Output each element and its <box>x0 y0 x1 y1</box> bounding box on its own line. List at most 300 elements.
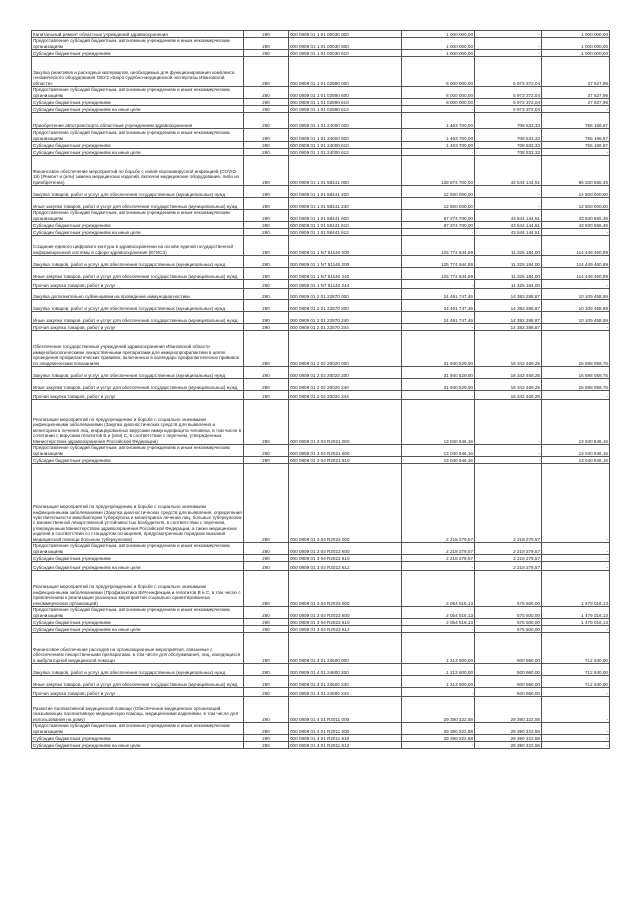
row-executed-amount-cell: - <box>475 31 542 38</box>
row-name-cell: Обеспечение государственных учреждений здравоохранения Ивановской области иммунобиологическими лекарственными препаратами для иммунопрофилактики в целях проведения профилактических прививок, включенных в календарь профилактических прививок по эпидемическим показаниям <box>32 331 244 367</box>
table-row <box>32 222 610 229</box>
table-row <box>32 735 610 742</box>
table-row <box>32 367 610 379</box>
row-name-cell: Субсидии бюджетным учреждениям <box>32 457 244 464</box>
row-approved-amount-cell: 2 218 279,57 <box>402 543 475 555</box>
row-approved-amount-cell: 6 000 000,00 <box>402 57 475 87</box>
row-classification-code-cell: 000 0909 01 3 04 R2023 610 <box>289 619 402 626</box>
row-executed-amount-cell: 14 382 288,87 <box>475 324 542 331</box>
row-executed-amount-cell: 14 382 288,87 <box>475 300 542 312</box>
row-approved-amount-cell: 87 374 700,00 <box>402 222 475 229</box>
row-classification-code-cell: 000 0909 01 1 N7 51140 240 <box>289 268 402 280</box>
row-classification-code-cell: 000 0909 01 4 01 R2011 610 <box>289 735 402 742</box>
row-approved-amount-cell: 24 491 747,46 <box>402 300 475 312</box>
row-remaining-amount-cell: 1 000 000,00 <box>542 38 610 50</box>
row-approved-amount-cell: 31 940 529,00 <box>402 367 475 379</box>
table-row <box>32 400 610 445</box>
row-remaining-amount-cell: 114 449 460,89 <box>542 256 610 268</box>
table-row <box>32 619 610 626</box>
row-admin-code-cell: 290 <box>244 331 289 367</box>
row-admin-code-cell: 290 <box>244 186 289 198</box>
row-classification-code-cell: 000 0909 01 1 01 58441 240 <box>289 198 402 210</box>
row-admin-code-cell: 290 <box>244 445 289 457</box>
row-executed-amount-cell: - <box>475 50 542 57</box>
row-approved-amount-cell: 29 390 322,58 <box>402 735 475 742</box>
row-remaining-amount-cell: - <box>542 697 610 723</box>
row-remaining-amount-cell: 114 449 460,89 <box>542 236 610 256</box>
row-admin-code-cell: 290 <box>244 87 289 99</box>
row-remaining-amount-cell: - <box>542 106 610 113</box>
row-executed-amount-cell: - <box>475 186 542 198</box>
table-row <box>32 331 610 367</box>
row-approved-amount-cell: 87 374 700,00 <box>402 210 475 222</box>
row-approved-amount-cell: - <box>402 742 475 749</box>
table-row <box>32 543 610 555</box>
row-executed-amount-cell: 5 972 372,04 <box>475 99 542 106</box>
row-approved-amount-cell: 24 491 747,46 <box>402 312 475 324</box>
row-executed-amount-cell: 708 533,33 <box>475 142 542 149</box>
row-approved-amount-cell: 31 940 529,00 <box>402 331 475 367</box>
row-remaining-amount-cell: 27 627,96 <box>542 99 610 106</box>
row-name-cell: Приобретение автотранспорта областным учреждениям здравоохранения <box>32 113 244 129</box>
row-name-cell: Предоставление субсидий бюджетным, автономным учреждениям и иным некоммерческим организациям <box>32 607 244 619</box>
row-admin-code-cell: 290 <box>244 571 289 607</box>
row-executed-amount-cell: 11 325 184,00 <box>475 236 542 256</box>
row-name-cell: Предоставление субсидий бюджетным, автономным учреждениям и иным некоммерческим организациям <box>32 543 244 555</box>
row-approved-amount-cell: - <box>402 106 475 113</box>
row-classification-code-cell: 000 0909 01 1 01 02890 612 <box>289 106 402 113</box>
row-name-cell: Реализация мероприятий по предупреждению и борьбе с социально значимыми инфекционными заболеваниями (Закупка диагностических средств для выявления и мониторинга лечения лиц, инфицированных вирусами иммунодефицита человека, в том числе в сочетании с вирусами гепатитов В и (или) С, в соответствии с перечнем, утвержденным Министерством здравоохранения Российской Федерации) <box>32 400 244 445</box>
row-admin-code-cell: 290 <box>244 99 289 106</box>
row-name-cell: Развитие паллиативной медицинской помощи (Обеспечение медицинских организаций, оказывающих паллиативную медицинскую помощь, медицинскими изделиями, в том числе для использования на дому) <box>32 697 244 723</box>
row-classification-code-cell: 000 0909 01 1 01 02890 000 <box>289 57 402 87</box>
table-row <box>32 289 610 300</box>
row-admin-code-cell: 290 <box>244 50 289 57</box>
row-approved-amount-cell: - <box>402 626 475 633</box>
row-executed-amount-cell: 708 533,33 <box>475 129 542 142</box>
row-executed-amount-cell: 2 218 279,57 <box>475 543 542 555</box>
row-admin-code-cell: 290 <box>244 676 289 688</box>
row-admin-code-cell: 290 <box>244 664 289 676</box>
table-row <box>32 57 610 87</box>
row-approved-amount-cell: 12 500 000,00 <box>402 186 475 198</box>
row-executed-amount-cell: 575 500,00 <box>475 607 542 619</box>
row-name-cell: Закупка товаров, работ и услуг для обеспечения государственных (муниципальных) нужд <box>32 300 244 312</box>
row-admin-code-cell: 290 <box>244 198 289 210</box>
row-remaining-amount-cell: 13 040 646,16 <box>542 457 610 464</box>
row-remaining-amount-cell: 1 000 000,00 <box>542 50 610 57</box>
row-admin-code-cell: 290 <box>244 156 289 186</box>
row-remaining-amount-cell: 755 166,67 <box>542 113 610 129</box>
table-row <box>32 236 610 256</box>
row-name-cell: Закупка товаров, работ и услуг для обеспечения государственных (муниципальных) нужд <box>32 367 244 379</box>
row-executed-amount-cell: 16 342 469,25 <box>475 367 542 379</box>
row-approved-amount-cell: 12 500 000,00 <box>402 198 475 210</box>
row-classification-code-cell: 000 0909 01 3 04 R2021 600 <box>289 445 402 457</box>
row-name-cell: Предоставление субсидий бюджетным, автономным учреждениям и иным некоммерческим организациям <box>32 210 244 222</box>
row-classification-code-cell: 000 0909 01 3 04 R2023 600 <box>289 607 402 619</box>
row-executed-amount-cell: 29 390 322,58 <box>475 742 542 749</box>
row-executed-amount-cell: 708 533,33 <box>475 149 542 156</box>
row-executed-amount-cell: 500 960,00 <box>475 664 542 676</box>
row-remaining-amount-cell: 15 598 059,75 <box>542 331 610 367</box>
row-remaining-amount-cell: 712 640,00 <box>542 633 610 664</box>
row-name-cell: Субсидии бюджетным учреждениям <box>32 619 244 626</box>
row-classification-code-cell: 000 0909 01 1 01 58441 610 <box>289 222 402 229</box>
row-approved-amount-cell: 31 940 529,00 <box>402 379 475 391</box>
row-remaining-amount-cell: 712 640,00 <box>542 664 610 676</box>
row-executed-amount-cell: 43 544 144,51 <box>475 222 542 229</box>
row-admin-code-cell: 290 <box>244 742 289 749</box>
row-approved-amount-cell: - <box>402 229 475 236</box>
row-remaining-amount-cell: 13 040 646,16 <box>542 400 610 445</box>
row-remaining-amount-cell: 96 330 555,49 <box>542 156 610 186</box>
row-approved-amount-cell: 125 774 644,89 <box>402 268 475 280</box>
row-classification-code-cell: 000 0909 01 1 N7 51140 244 <box>289 280 402 289</box>
row-remaining-amount-cell: 27 627,96 <box>542 57 610 87</box>
row-admin-code-cell: 290 <box>244 106 289 113</box>
row-classification-code-cell: 000 0909 01 1 01 24000 610 <box>289 142 402 149</box>
row-classification-code-cell: 000 0909 01 4 01 24600 200 <box>289 664 402 676</box>
table-row <box>32 723 610 735</box>
row-approved-amount-cell: 1 000 000,00 <box>402 31 475 38</box>
row-approved-amount-cell: 2 054 516,13 <box>402 619 475 626</box>
row-classification-code-cell: 000 0909 01 3 04 R2023 000 <box>289 571 402 607</box>
row-remaining-amount-cell: - <box>542 149 610 156</box>
row-name-cell: Субсидии бюджетным учреждениям <box>32 50 244 57</box>
row-executed-amount-cell: 16 342 469,25 <box>475 379 542 391</box>
row-classification-code-cell: 000 0909 01 1 N7 51140 000 <box>289 236 402 256</box>
row-admin-code-cell: 290 <box>244 619 289 626</box>
row-name-cell: Иные закупки товаров, работ и услуг для обеспечения государственных (муниципальных) нужд <box>32 312 244 324</box>
row-name-cell: Прочая закупка товаров, работ и услуг <box>32 391 244 400</box>
row-executed-amount-cell: - <box>475 457 542 464</box>
row-name-cell: Субсидии бюджетным учреждениям <box>32 99 244 106</box>
row-approved-amount-cell: 1 213 600,00 <box>402 664 475 676</box>
row-remaining-amount-cell: 43 830 555,49 <box>542 210 610 222</box>
row-name-cell: Предоставление субсидий бюджетным, автономным учреждениям и иным некоммерческим организациям <box>32 129 244 142</box>
row-admin-code-cell: 290 <box>244 379 289 391</box>
table-row <box>32 555 610 562</box>
table-row <box>32 742 610 749</box>
row-approved-amount-cell: 29 390 322,58 <box>402 723 475 735</box>
table-row <box>32 99 610 106</box>
row-admin-code-cell: 290 <box>244 57 289 87</box>
row-admin-code-cell: 290 <box>244 222 289 229</box>
row-name-cell: Субсидии бюджетным учреждениям на иные цели <box>32 562 244 571</box>
row-remaining-amount-cell: 10 109 458,59 <box>542 300 610 312</box>
row-admin-code-cell: 290 <box>244 236 289 256</box>
row-admin-code-cell: 290 <box>244 268 289 280</box>
table-row <box>32 87 610 99</box>
row-remaining-amount-cell: - <box>542 688 610 697</box>
row-approved-amount-cell: 13 040 646,16 <box>402 400 475 445</box>
row-remaining-amount-cell: - <box>542 555 610 562</box>
row-approved-amount-cell: - <box>402 149 475 156</box>
table-row <box>32 633 610 664</box>
row-admin-code-cell: 290 <box>244 280 289 289</box>
row-classification-code-cell: 000 0909 01 2 01 22870 244 <box>289 324 402 331</box>
row-admin-code-cell: 290 <box>244 38 289 50</box>
row-approved-amount-cell: 1 463 700,00 <box>402 142 475 149</box>
row-classification-code-cell: 000 0909 01 4 01 R2011 000 <box>289 697 402 723</box>
row-name-cell: Финансовое обеспечение мероприятий по борьбе с новой коронавирусной инфекцией (COVID-19) (Ремонт и (или) замена медицинских изделий, включая медицинские оборудование, либо их приобретение) <box>32 156 244 186</box>
table-row <box>32 562 610 571</box>
row-remaining-amount-cell: 43 830 555,49 <box>542 222 610 229</box>
row-executed-amount-cell: 575 500,00 <box>475 571 542 607</box>
row-remaining-amount-cell: 10 109 458,59 <box>542 312 610 324</box>
row-classification-code-cell: 000 0909 01 3 04 R2022 000 <box>289 464 402 543</box>
row-admin-code-cell: 290 <box>244 312 289 324</box>
table-row <box>32 300 610 312</box>
row-approved-amount-cell: 1 213 600,00 <box>402 676 475 688</box>
row-executed-amount-cell: 500 960,00 <box>475 676 542 688</box>
row-name-cell: Прочая закупка товаров, работ и услуг <box>32 324 244 331</box>
table-row <box>32 379 610 391</box>
row-remaining-amount-cell: - <box>542 626 610 633</box>
row-name-cell: Субсидии бюджетным учреждениям <box>32 142 244 149</box>
row-remaining-amount-cell: - <box>542 742 610 749</box>
row-executed-amount-cell: 11 325 184,00 <box>475 268 542 280</box>
row-remaining-amount-cell: 1 479 016,13 <box>542 571 610 607</box>
row-remaining-amount-cell: - <box>542 562 610 571</box>
table-row <box>32 607 610 619</box>
row-name-cell: Капитальный ремонт областных учреждений здравоохранения <box>32 31 244 38</box>
row-remaining-amount-cell: 15 598 059,75 <box>542 367 610 379</box>
table-row <box>32 106 610 113</box>
row-executed-amount-cell: 14 382 288,87 <box>475 312 542 324</box>
row-admin-code-cell: 290 <box>244 464 289 543</box>
table-row <box>32 688 610 697</box>
row-admin-code-cell: 290 <box>244 142 289 149</box>
row-approved-amount-cell: - <box>402 280 475 289</box>
row-approved-amount-cell: 1 463 700,00 <box>402 113 475 129</box>
row-remaining-amount-cell: 712 640,00 <box>542 676 610 688</box>
row-admin-code-cell: 290 <box>244 367 289 379</box>
row-classification-code-cell: 000 0909 01 3 04 R2023 612 <box>289 626 402 633</box>
row-approved-amount-cell: 2 218 279,57 <box>402 555 475 562</box>
table-row <box>32 198 610 210</box>
budget-execution-table <box>31 30 610 749</box>
row-name-cell: Предоставление субсидий бюджетным, автономным учреждениям и иным некоммерческим организациям <box>32 723 244 735</box>
row-admin-code-cell: 290 <box>244 210 289 222</box>
row-executed-amount-cell: 14 382 288,87 <box>475 289 542 300</box>
row-admin-code-cell: 290 <box>244 735 289 742</box>
row-name-cell: Субсидии бюджетным учреждениям на иные цели <box>32 229 244 236</box>
row-name-cell: Предоставление субсидий бюджетным, автономным учреждениям и иным некоммерческим организациям <box>32 87 244 99</box>
row-classification-code-cell: 000 0909 01 4 01 24600 240 <box>289 676 402 688</box>
row-executed-amount-cell: - <box>475 198 542 210</box>
row-remaining-amount-cell: 755 166,67 <box>542 129 610 142</box>
row-admin-code-cell: 290 <box>244 289 289 300</box>
row-classification-code-cell: 000 0909 01 4 01 R2011 600 <box>289 723 402 735</box>
row-classification-code-cell: 000 0909 01 1 01 24000 000 <box>289 113 402 129</box>
table-row <box>32 312 610 324</box>
row-executed-amount-cell: 500 960,00 <box>475 633 542 664</box>
row-admin-code-cell: 290 <box>244 555 289 562</box>
row-executed-amount-cell: 43 544 144,51 <box>475 229 542 236</box>
row-name-cell: Реализация мероприятий по предупреждению и борьбе с социально значимыми инфекционными заболеваниями (Профилактика ВИЧ-инфекции и гепатитов В и С, в том числе с привлечением к реализации указанных мероприятий социально ориентированных некоммерческих организаций) <box>32 571 244 607</box>
row-admin-code-cell: 290 <box>244 149 289 156</box>
row-approved-amount-cell: 24 491 747,46 <box>402 289 475 300</box>
row-remaining-amount-cell: - <box>542 735 610 742</box>
row-name-cell: Субсидии бюджетным учреждениям на иные цели <box>32 626 244 633</box>
row-remaining-amount-cell: - <box>542 723 610 735</box>
row-admin-code-cell: 290 <box>244 562 289 571</box>
row-classification-code-cell: 000 0909 01 3 04 R2022 612 <box>289 562 402 571</box>
row-approved-amount-cell: 2 218 279,57 <box>402 464 475 543</box>
row-executed-amount-cell: 29 390 322,58 <box>475 697 542 723</box>
row-executed-amount-cell: 16 342 469,25 <box>475 331 542 367</box>
table-row <box>32 676 610 688</box>
table-row <box>32 391 610 400</box>
row-executed-amount-cell: - <box>475 400 542 445</box>
row-classification-code-cell: 000 0909 01 1 01 02890 600 <box>289 87 402 99</box>
row-approved-amount-cell: 139 874 700,00 <box>402 156 475 186</box>
row-executed-amount-cell: 2 218 279,57 <box>475 555 542 562</box>
row-name-cell: Субсидии бюджетным учреждениям на иные цели <box>32 742 244 749</box>
row-admin-code-cell: 290 <box>244 113 289 129</box>
row-executed-amount-cell: 29 390 322,58 <box>475 735 542 742</box>
row-approved-amount-cell: - <box>402 688 475 697</box>
row-remaining-amount-cell: 12 500 000,00 <box>542 198 610 210</box>
row-approved-amount-cell: 1 000 000,00 <box>402 38 475 50</box>
row-approved-amount-cell: 2 054 516,13 <box>402 571 475 607</box>
row-approved-amount-cell: 125 774 644,89 <box>402 256 475 268</box>
row-classification-code-cell: 000 0909 01 1 N7 51140 200 <box>289 256 402 268</box>
row-classification-code-cell: 000 0909 01 4 01 R2011 612 <box>289 742 402 749</box>
row-admin-code-cell: 290 <box>244 688 289 697</box>
row-admin-code-cell: 290 <box>244 400 289 445</box>
row-admin-code-cell: 290 <box>244 607 289 619</box>
row-admin-code-cell: 290 <box>244 626 289 633</box>
row-name-cell: Финансовое обеспечение расходов на организационные мероприятия, связанные с обеспечением лекарственными препаратами, в том числе для обслуживания, лиц, находящихся в амбулаторной медицинской помощи <box>32 633 244 664</box>
table-row <box>32 445 610 457</box>
row-name-cell: Субсидии бюджетным учреждениям на иные цели <box>32 106 244 113</box>
row-remaining-amount-cell: - <box>542 391 610 400</box>
table-row <box>32 457 610 464</box>
row-classification-code-cell: 000 0909 01 1 01 24000 612 <box>289 149 402 156</box>
row-name-cell: Субсидии бюджетным учреждениям <box>32 735 244 742</box>
row-approved-amount-cell: 6 000 000,00 <box>402 87 475 99</box>
row-approved-amount-cell: 125 774 644,89 <box>402 236 475 256</box>
table-row <box>32 464 610 543</box>
row-executed-amount-cell: 11 325 184,00 <box>475 280 542 289</box>
row-name-cell: Закупка товаров, работ и услуг для обеспечения государственных (муниципальных) нужд <box>32 664 244 676</box>
row-classification-code-cell: 000 0909 01 1 01 00030 600 <box>289 38 402 50</box>
row-remaining-amount-cell: 27 627,96 <box>542 87 610 99</box>
row-approved-amount-cell: - <box>402 324 475 331</box>
row-admin-code-cell: 290 <box>244 543 289 555</box>
row-classification-code-cell: 000 0909 01 2 01 22870 240 <box>289 312 402 324</box>
row-admin-code-cell: 290 <box>244 391 289 400</box>
table-row <box>32 142 610 149</box>
row-approved-amount-cell: 1 213 600,00 <box>402 633 475 664</box>
row-executed-amount-cell: 708 533,33 <box>475 113 542 129</box>
row-admin-code-cell: 290 <box>244 723 289 735</box>
row-classification-code-cell: 000 0909 01 3 04 R2021 610 <box>289 457 402 464</box>
row-classification-code-cell: 000 0909 01 1 01 00030 000 <box>289 31 402 38</box>
row-name-cell: Прочая закупка товаров, работ и услуг <box>32 688 244 697</box>
row-admin-code-cell: 290 <box>244 229 289 236</box>
row-executed-amount-cell: 575 500,00 <box>475 626 542 633</box>
row-name-cell: Создание единого цифрового контура в здравоохранении на основе единой государственной информационной системы в сфере здравоохранения (ЕГИСЗ) <box>32 236 244 256</box>
row-executed-amount-cell: 5 972 372,04 <box>475 106 542 113</box>
row-name-cell: Иные закупки товаров, работ и услуг для обеспечения государственных (муниципальных) нужд <box>32 676 244 688</box>
row-name-cell: Предоставление субсидий бюджетным, автономным учреждениям и иным некоммерческим организациям <box>32 445 244 457</box>
row-remaining-amount-cell: 15 598 059,75 <box>542 379 610 391</box>
row-executed-amount-cell: - <box>475 38 542 50</box>
table-row <box>32 256 610 268</box>
row-name-cell: Закупка товаров, работ и услуг для обеспечения государственных (муниципальных) нужд <box>32 186 244 198</box>
row-name-cell: Прочая закупка товаров, работ и услуг <box>32 280 244 289</box>
table-row <box>32 697 610 723</box>
row-remaining-amount-cell: - <box>542 543 610 555</box>
row-classification-code-cell: 000 0909 01 3 04 R2021 000 <box>289 400 402 445</box>
row-classification-code-cell: 000 0909 01 4 01 24600 244 <box>289 688 402 697</box>
row-name-cell: Иные закупки товаров, работ и услуг для обеспечения государственных (муниципальных) нужд <box>32 198 244 210</box>
row-classification-code-cell: 000 0909 01 2 02 20020 200 <box>289 367 402 379</box>
row-remaining-amount-cell: 1 479 016,13 <box>542 619 610 626</box>
row-classification-code-cell: 000 0909 01 2 02 20020 240 <box>289 379 402 391</box>
row-classification-code-cell: 000 0909 01 3 04 R2022 600 <box>289 543 402 555</box>
row-name-cell: Субсидии бюджетным учреждениям <box>32 222 244 229</box>
row-name-cell: Субсидии бюджетным учреждениям <box>32 555 244 562</box>
table-row <box>32 31 610 38</box>
row-name-cell: Закупка товаров, работ и услуг для обеспечения государственных (муниципальных) нужд <box>32 256 244 268</box>
row-remaining-amount-cell: 1 479 016,13 <box>542 607 610 619</box>
row-classification-code-cell: 000 0909 01 1 01 24000 600 <box>289 129 402 142</box>
table-row <box>32 268 610 280</box>
row-classification-code-cell: 000 0909 01 1 01 02890 610 <box>289 99 402 106</box>
row-approved-amount-cell: 1 463 700,00 <box>402 129 475 142</box>
row-executed-amount-cell: 575 500,00 <box>475 619 542 626</box>
row-admin-code-cell: 290 <box>244 129 289 142</box>
row-executed-amount-cell: 16 342 469,25 <box>475 391 542 400</box>
row-executed-amount-cell: 2 218 279,57 <box>475 464 542 543</box>
table-row <box>32 38 610 50</box>
table-row <box>32 149 610 156</box>
table-row <box>32 324 610 331</box>
row-approved-amount-cell: - <box>402 562 475 571</box>
row-classification-code-cell: 000 0909 01 2 01 22870 200 <box>289 300 402 312</box>
table-row <box>32 156 610 186</box>
table-row <box>32 229 610 236</box>
row-classification-code-cell: 000 0909 01 1 01 58441 612 <box>289 229 402 236</box>
row-admin-code-cell: 290 <box>244 300 289 312</box>
row-remaining-amount-cell: 13 040 646,16 <box>542 445 610 457</box>
row-remaining-amount-cell: 10 109 458,59 <box>542 289 610 300</box>
row-executed-amount-cell: 43 544 144,51 <box>475 156 542 186</box>
row-classification-code-cell: 000 0909 01 3 04 R2022 610 <box>289 555 402 562</box>
row-remaining-amount-cell: - <box>542 229 610 236</box>
row-classification-code-cell: 000 0909 01 4 01 24600 000 <box>289 633 402 664</box>
row-executed-amount-cell: 500 960,00 <box>475 688 542 697</box>
table-row <box>32 210 610 222</box>
row-remaining-amount-cell: 12 500 000,00 <box>542 186 610 198</box>
table-row <box>32 280 610 289</box>
table-row <box>32 626 610 633</box>
row-classification-code-cell: 000 0909 01 2 02 20020 244 <box>289 391 402 400</box>
row-executed-amount-cell: 5 972 372,04 <box>475 57 542 87</box>
row-approved-amount-cell: 1 000 000,00 <box>402 50 475 57</box>
row-remaining-amount-cell: - <box>542 324 610 331</box>
table-body <box>32 31 610 749</box>
table-row <box>32 571 610 607</box>
row-name-cell: Реализация мероприятий по предупреждению и борьбе с социально значимыми инфекционными заболеваниями (Закупка диагностических средств для выявления, определения чувствительности микобактерии туберкулеза и мониторинга лечения лиц, больных туберкулезом с множественной лекарственной устойчивостью возбудителя, в соответствии с перечнем, утвержденным Министерством здравоохранения Российской Федерации, а также медицинских изделий в соответствии со стандартом оснащения, предусмотренным порядком оказания медицинской помощи больным туберкулезом) <box>32 464 244 543</box>
row-executed-amount-cell: 11 325 184,00 <box>475 256 542 268</box>
row-name-cell: Субсидии бюджетным учреждениям на иные цели <box>32 149 244 156</box>
